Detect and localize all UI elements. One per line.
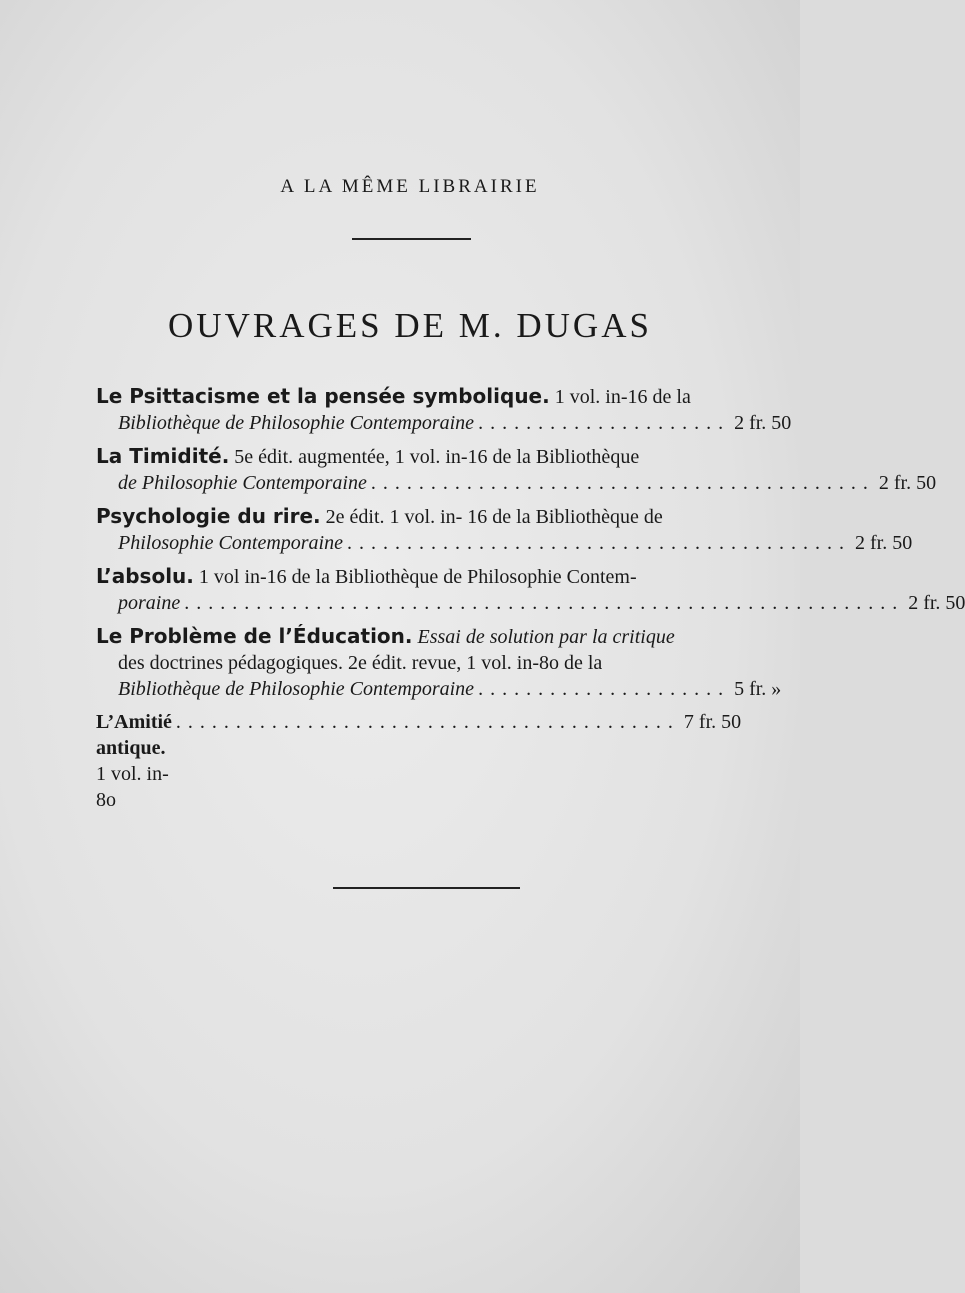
book-price: 2 fr. 50 bbox=[878, 472, 937, 494]
book-series: Bibliothèque de Philosophie Contemporaine bbox=[118, 412, 475, 434]
book-series: de Philosophie Contemporaine bbox=[118, 472, 367, 494]
book-details: 1 vol. in-16 de la bbox=[549, 386, 691, 408]
dot-leader: ............................................................ bbox=[184, 592, 905, 614]
book-title: La Timidité. bbox=[96, 444, 230, 468]
book-entry bbox=[96, 503, 913, 556]
book-title: L’Amitié antique. bbox=[96, 711, 172, 759]
dot-leader: ..................... bbox=[478, 412, 731, 434]
bottom-divider bbox=[333, 887, 520, 889]
book-price: 2 fr. 50 bbox=[854, 532, 913, 554]
book-details: Essai de solution par la critique bbox=[412, 626, 675, 648]
book-details: 5e édit. augmentée, 1 vol. in-16 de la Bibliothèque bbox=[229, 446, 640, 468]
book-details-cont: des doctrines pédagogiques. 2e édit. revue, 1 vol. in-8o de la bbox=[118, 652, 603, 674]
book-list bbox=[96, 383, 965, 820]
book-entry bbox=[96, 383, 792, 436]
book-title: Le Psittacisme et la pensée symbolique. bbox=[96, 384, 550, 408]
book-price: 2 fr. 50 bbox=[908, 592, 965, 614]
book-series: Bibliothèque de Philosophie Contemporaine bbox=[118, 678, 475, 700]
book-price: 7 fr. 50 bbox=[683, 711, 742, 733]
book-entry bbox=[96, 623, 782, 702]
book-series: Philosophie Contemporaine bbox=[118, 532, 343, 554]
book-details: 1 vol in-16 de la Bibliothèque de Philosophie Contem- bbox=[193, 566, 637, 588]
page-title: OUVRAGES DE M. DUGAS bbox=[168, 306, 652, 345]
book-entry bbox=[96, 443, 937, 496]
book-details: 1 vol. in-8o bbox=[96, 763, 169, 811]
book-series: poraine bbox=[118, 592, 181, 614]
book-price: 5 fr. » bbox=[734, 678, 782, 700]
book-price: 2 fr. 50 bbox=[734, 412, 792, 434]
book-details: 2e édit. 1 vol. in- 16 de la Bibliothèque de bbox=[320, 506, 663, 528]
dot-leader: .......................................... bbox=[346, 532, 851, 554]
book-entry bbox=[96, 709, 740, 813]
dot-leader: ..................... bbox=[478, 678, 731, 700]
dot-leader: .......................................... bbox=[175, 711, 680, 733]
book-title: Le Problème de l’Éducation. bbox=[96, 624, 413, 648]
top-divider bbox=[352, 238, 471, 240]
book-title: L’absolu. bbox=[96, 564, 194, 588]
book-entry bbox=[96, 563, 965, 616]
page-header: A LA MÊME LIBRAIRIE bbox=[280, 176, 540, 197]
book-title: Psychologie du rire. bbox=[96, 504, 321, 528]
dot-leader: .......................................... bbox=[370, 472, 875, 494]
